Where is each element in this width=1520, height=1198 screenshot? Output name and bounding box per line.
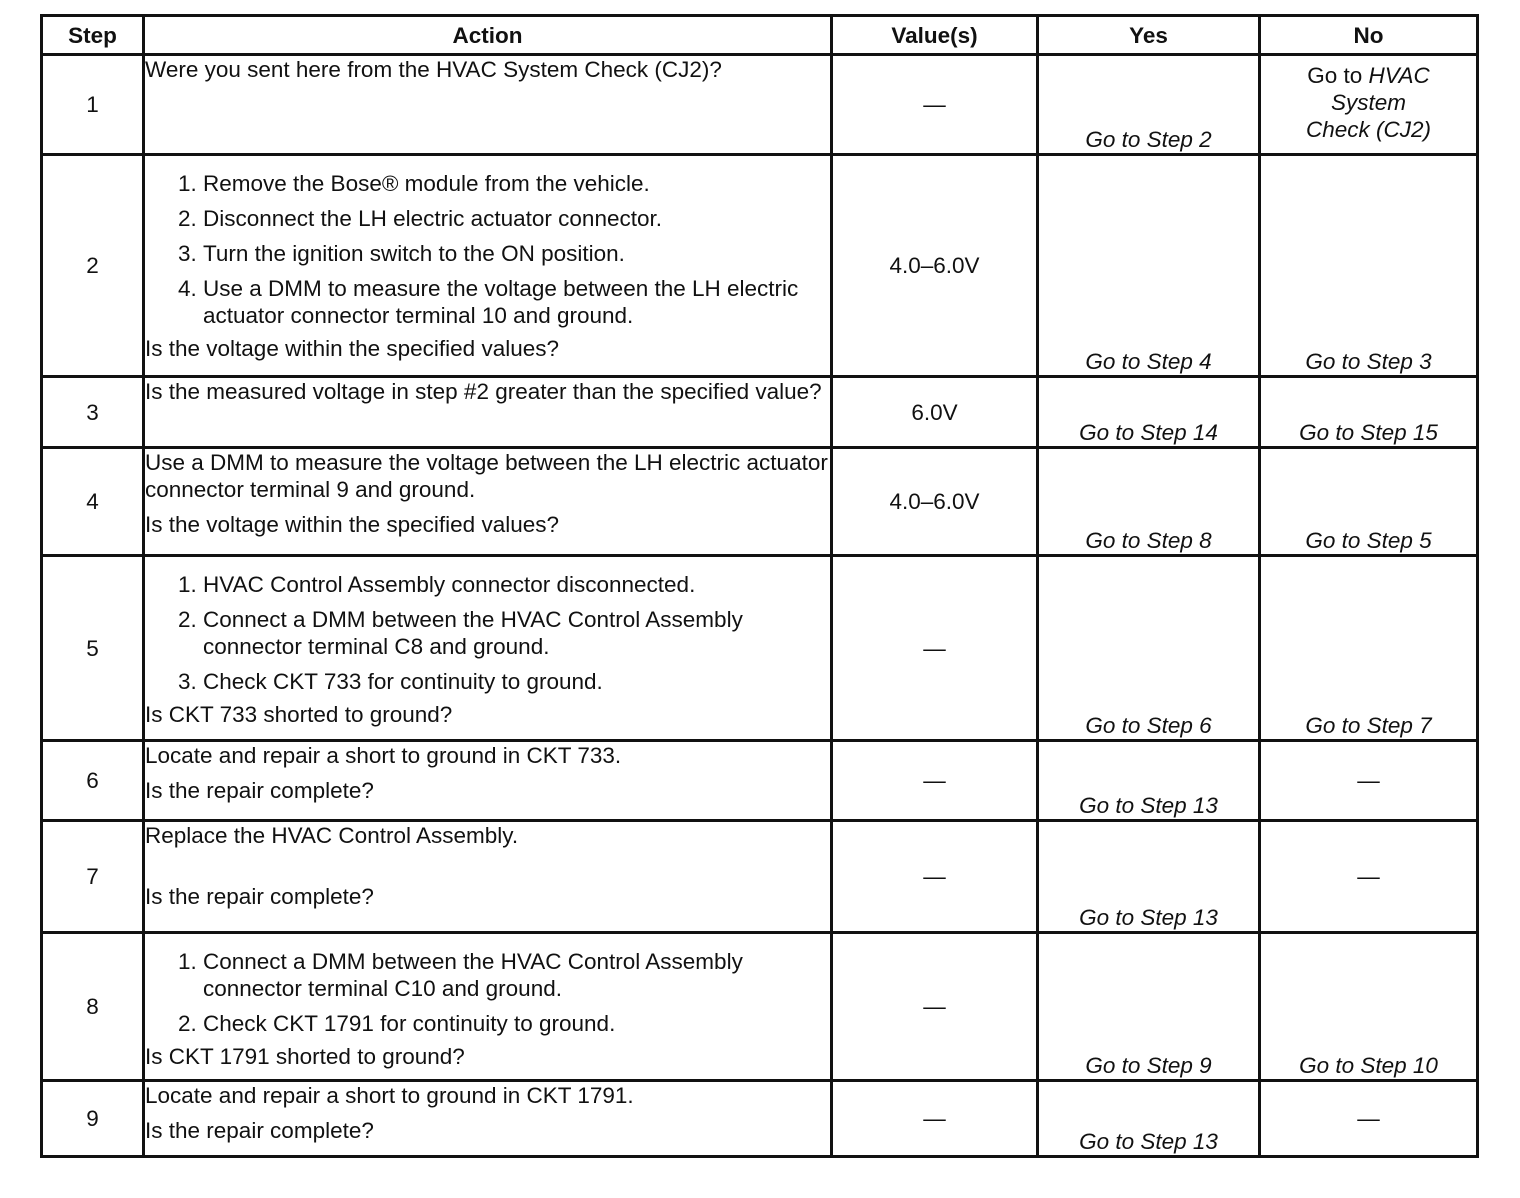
table-row (42, 741, 1478, 821)
action-question: Were you sent here from the HVAC System Check (CJ2)? (145, 57, 722, 82)
step-number: 4 (42, 448, 144, 556)
no-line-3: Check (CJ2) (1305, 117, 1432, 142)
action-cell (144, 448, 832, 556)
procedure-list (145, 571, 830, 695)
action-cell (144, 155, 832, 377)
procedure-list (145, 170, 830, 329)
value-cell: — (832, 55, 1038, 155)
action-question: Is the repair complete? (145, 1118, 374, 1143)
value-cell: — (832, 821, 1038, 933)
no-cell: — (1260, 821, 1478, 933)
step-number: 5 (42, 556, 144, 741)
action-statement: Use a DMM to measure the voltage between the LH electric actuator connector terminal 9 and ground. (145, 450, 828, 502)
table-row (42, 933, 1478, 1081)
no-cell: Go to Step 15 (1260, 377, 1478, 448)
action-question: Is the voltage within the specified values? (145, 512, 559, 537)
procedure-item: 3. Turn the ignition switch to the ON position. (203, 240, 830, 267)
action-cell (144, 1081, 832, 1157)
value-cell: — (832, 741, 1038, 821)
table-row (42, 448, 1478, 556)
action-cell (144, 821, 832, 933)
step-number: 9 (42, 1081, 144, 1157)
yes-cell: Go to Step 13 (1038, 741, 1260, 821)
yes-cell: Go to Step 14 (1038, 377, 1260, 448)
no-line-2: System (1330, 90, 1406, 115)
action-statement: Locate and repair a short to ground in CKT 733. (145, 743, 622, 768)
table-row (42, 821, 1478, 933)
yes-cell: Go to Step 2 (1038, 55, 1260, 155)
value-cell: 4.0–6.0V (832, 448, 1038, 556)
step-number: 7 (42, 821, 144, 933)
no-cell: Go to Step 3 (1260, 155, 1478, 377)
no-line-1: HVAC (1368, 63, 1430, 88)
procedure-item: 4. Use a DMM to measure the voltage between the LH electric actuator connector terminal 10 and ground. (203, 275, 830, 329)
no-cell: Go to Step 7 (1260, 556, 1478, 741)
procedure-item: 1. Remove the Bose® module from the vehicle. (203, 170, 830, 197)
diagnostic-document (40, 14, 1476, 1158)
value-cell: — (832, 556, 1038, 741)
action-question: Is CKT 733 shorted to ground? (145, 702, 453, 727)
action-statement: Replace the HVAC Control Assembly. (145, 823, 519, 848)
table-row (42, 155, 1478, 377)
action-statement: Locate and repair a short to ground in CKT 1791. (145, 1083, 634, 1108)
action-question: Is the repair complete? (145, 884, 374, 909)
step-number: 6 (42, 741, 144, 821)
table-header-row (42, 16, 1478, 55)
procedure-item: 2. Connect a DMM between the HVAC Control Assembly connector terminal C8 and ground. (203, 606, 830, 660)
procedure-item: 1. HVAC Control Assembly connector disconnected. (203, 571, 830, 598)
action-question: Is CKT 1791 shorted to ground? (145, 1044, 465, 1069)
header-step: Step (42, 16, 144, 55)
yes-cell: Go to Step 8 (1038, 448, 1260, 556)
step-number: 2 (42, 155, 144, 377)
yes-cell: Go to Step 9 (1038, 933, 1260, 1081)
procedure-item: 2. Check CKT 1791 for continuity to ground. (203, 1010, 830, 1037)
table-row (42, 556, 1478, 741)
table-row (42, 1081, 1478, 1157)
procedure-item: 1. Connect a DMM between the HVAC Control Assembly connector terminal C10 and ground. (203, 948, 830, 1002)
no-cell (1260, 55, 1478, 155)
header-action: Action (144, 16, 832, 55)
table-row (42, 55, 1478, 155)
no-cell: — (1260, 741, 1478, 821)
diagnostic-table (40, 14, 1479, 1158)
value-cell: 4.0–6.0V (832, 155, 1038, 377)
yes-cell: Go to Step 4 (1038, 155, 1260, 377)
action-question: Is the voltage within the specified values? (145, 336, 559, 361)
no-cell: — (1260, 1081, 1478, 1157)
step-number: 3 (42, 377, 144, 448)
action-cell (144, 55, 832, 155)
header-yes: Yes (1038, 16, 1260, 55)
step-number: 1 (42, 55, 144, 155)
header-no: No (1260, 16, 1478, 55)
table-row (42, 377, 1478, 448)
procedure-item: 3. Check CKT 733 for continuity to ground. (203, 668, 830, 695)
header-values: Value(s) (832, 16, 1038, 55)
value-cell: — (832, 1081, 1038, 1157)
yes-cell: Go to Step 6 (1038, 556, 1260, 741)
yes-cell: Go to Step 13 (1038, 821, 1260, 933)
yes-cell: Go to Step 13 (1038, 1081, 1260, 1157)
no-prefix: Go to (1307, 63, 1363, 88)
step-number: 8 (42, 933, 144, 1081)
action-cell (144, 933, 832, 1081)
action-question: Is the repair complete? (145, 778, 374, 803)
action-question: Is the measured voltage in step #2 greater than the specified value? (145, 379, 822, 404)
procedure-list (145, 948, 830, 1037)
action-cell (144, 377, 832, 448)
procedure-item: 2. Disconnect the LH electric actuator connector. (203, 205, 830, 232)
value-cell: 6.0V (832, 377, 1038, 448)
no-cell: Go to Step 10 (1260, 933, 1478, 1081)
action-cell (144, 556, 832, 741)
value-cell: — (832, 933, 1038, 1081)
no-cell: Go to Step 5 (1260, 448, 1478, 556)
action-cell (144, 741, 832, 821)
